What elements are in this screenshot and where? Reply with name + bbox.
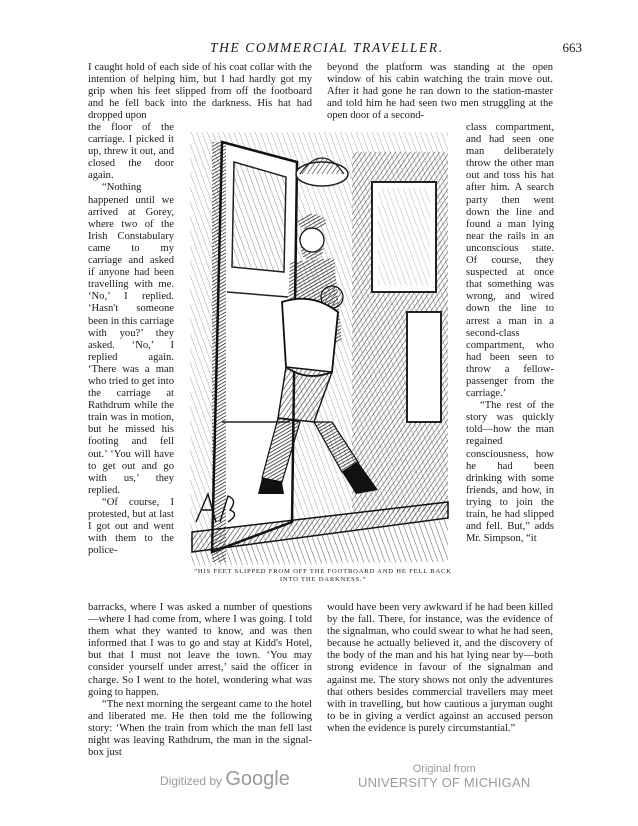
right-column-bottom: [327, 602, 553, 735]
train-door-struggle-image: [182, 122, 456, 596]
illustration-caption: “HIS FEET SLIPPED FROM OFF THE FOOTBOARD AND HE FELL BACK INTO THE DARKNESS.”: [194, 568, 452, 583]
digitized-by-google: [160, 768, 290, 791]
original-from-label: Original from: [412, 763, 476, 775]
paragraph: “Of course, I protested, but at last I got out and went with them to the police-: [88, 496, 174, 557]
digitized-by-label: Digitized by: [160, 774, 223, 788]
right-column-narrow: [466, 122, 554, 545]
institution-label: UNIVERSITY OF MICHIGAN: [358, 775, 531, 790]
paragraph: class compartment, and had seen one man deliberately throw the other man out and toss his hat after him. A search party then went down the line and found a man lying near the rails in an unconscious state. Of course, they suspected at once that something was wrong, and wired down the line to arrest a man in a second-class compartment, who had been seen to throw a fellow-passenger from the carriage.’: [466, 122, 554, 400]
paragraph: “Nothing happened until we arrived at Gorey, where two of the Irish Constabulary came to my carriage and asked if anyone had been travelling with me. ‘No,’ I replied. ‘Hasn't someone been in this carriage with you?’ they asked. ‘No,’ I replied again. ‘There was a man who tried to get into the carriage at Rathdrum while the train was in motion, but he missed his footing and fell out.’ ‘You will have to get out and go with us,’ they replied.: [88, 182, 174, 496]
page-number: 663: [562, 40, 582, 55]
left-column-bottom: [88, 602, 312, 759]
paragraph: the floor of the carriage. I picked it up, threw it out, and closed the door again.: [88, 122, 174, 182]
page-header: [70, 40, 582, 56]
paragraph: “The next morning the sergeant came to the hotel and liberated me. He then told me the following story: ‘When the train from which the man fell last night was leaving Rathdrum, the man in the signal-box just: [88, 698, 312, 759]
left-column-narrow: [88, 122, 174, 557]
google-logo: Google: [225, 768, 290, 790]
paragraph: would have been very awkward if he had been killed by the fall. There, for instance, was the evidence of the signalman, who could swear to what he had seen, because he actually believed it, and the discovery of the body of the man and his hat lying near by—both strong evidence in favour of the signalman and against me. The story shows not only the adventures that others besides commercial travellers may meet with in travelling, but how cautious a juryman ought to be in giving a verdict against an accused person when the evidence is purely circumstantial.”: [327, 602, 553, 734]
right-column-top: [327, 62, 553, 122]
original-source: [358, 762, 530, 790]
paragraph: I caught hold of each side of his coat collar with the intention of helping him, but I had hardly got my grip when his feet slipped from off the footboard and he fell back into the darkness. His hat had dropped upon: [88, 62, 312, 122]
paragraph: “The rest of the story was quickly told—how the man regained consciousness, how he had been drinking with some friends, and how, in trying to join the train, he had slipped and fell. But,” adds Mr. Simpson, “it: [466, 400, 554, 545]
engraving-illustration: [182, 122, 456, 596]
running-head: THE COMMERCIAL TRAVELLER.: [210, 40, 444, 55]
paragraph: beyond the platform was standing at the open window of his cabin watching the train move out. After it had gone he ran down to the station-master and told him he had seen two men struggling at the open door of a second-: [327, 62, 553, 122]
left-column-top: [88, 62, 312, 122]
paragraph: barracks, where I was asked a number of questions—where I had come from, where I was going. I told them what they wanted to know, and was then informed that I was to go and stay at Kidd's Hotel, but that I must not leave the town. ‘You may consider yourself under arrest,’ said the officer in charge. So I went to the hotel, wondering what was going to happen.: [88, 602, 312, 698]
